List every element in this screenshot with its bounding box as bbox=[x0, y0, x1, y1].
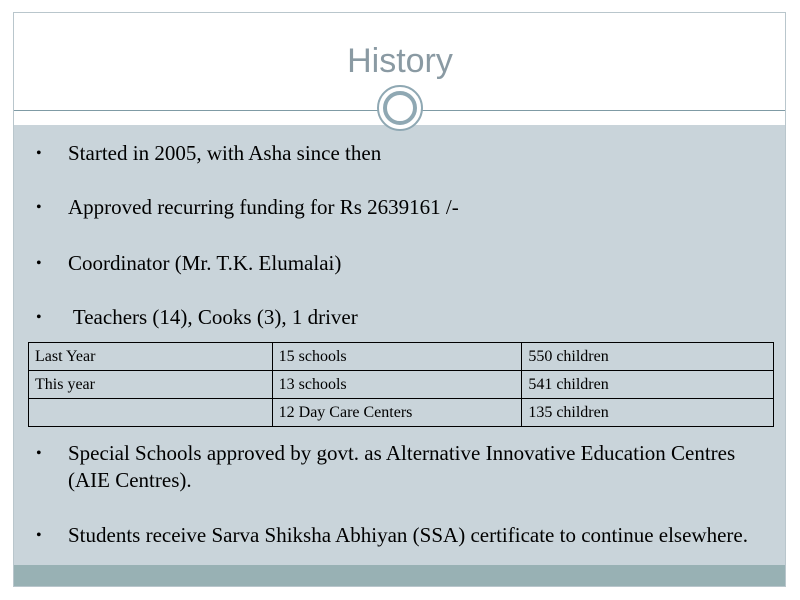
bullet-dot: • bbox=[36, 145, 42, 162]
decorative-ring-icon bbox=[377, 85, 423, 131]
bullet-dot: • bbox=[36, 527, 42, 544]
bullet-text: Teachers (14), Cooks (3), 1 driver bbox=[68, 305, 358, 329]
bullet-text: Students receive Sarva Shiksha Abhiyan (SSA) certificate to continue elsewhere. bbox=[68, 523, 748, 547]
bullet-item-2 bbox=[36, 194, 459, 221]
ring-inner bbox=[383, 91, 417, 125]
table-row bbox=[29, 399, 774, 427]
table-row bbox=[29, 343, 774, 371]
bullet-item-4 bbox=[36, 304, 358, 331]
slide-title: History bbox=[347, 42, 453, 80]
bullet-dot: • bbox=[36, 309, 42, 326]
bullet-item-3 bbox=[36, 250, 341, 277]
bullet-text: Special Schools approved by govt. as Alternative Innovative Education Centres (AIE Centres). bbox=[68, 441, 736, 492]
bullet-text: Started in 2005, with Asha since then bbox=[68, 141, 382, 165]
table-cell: 13 schools bbox=[272, 371, 522, 399]
table-row bbox=[29, 371, 774, 399]
bullet-item-6 bbox=[36, 522, 766, 549]
bullet-dot: • bbox=[36, 199, 42, 216]
table-cell: 15 schools bbox=[272, 343, 522, 371]
bullet-dot: • bbox=[36, 445, 42, 462]
table-cell: This year bbox=[29, 371, 273, 399]
table-cell: 135 children bbox=[522, 399, 774, 427]
table-cell: 541 children bbox=[522, 371, 774, 399]
table-cell: 550 children bbox=[522, 343, 774, 371]
bullet-dot: • bbox=[36, 255, 42, 272]
table-cell bbox=[29, 399, 273, 427]
stats-table bbox=[28, 342, 774, 427]
bullet-item-5 bbox=[36, 440, 766, 494]
footer-band bbox=[14, 565, 785, 586]
bullet-item-1 bbox=[36, 140, 381, 167]
bullet-text: Coordinator (Mr. T.K. Elumalai) bbox=[68, 251, 342, 275]
bullet-text: Approved recurring funding for Rs 2639161 /- bbox=[68, 195, 459, 219]
table-cell: 12 Day Care Centers bbox=[272, 399, 522, 427]
table-cell: Last Year bbox=[29, 343, 273, 371]
